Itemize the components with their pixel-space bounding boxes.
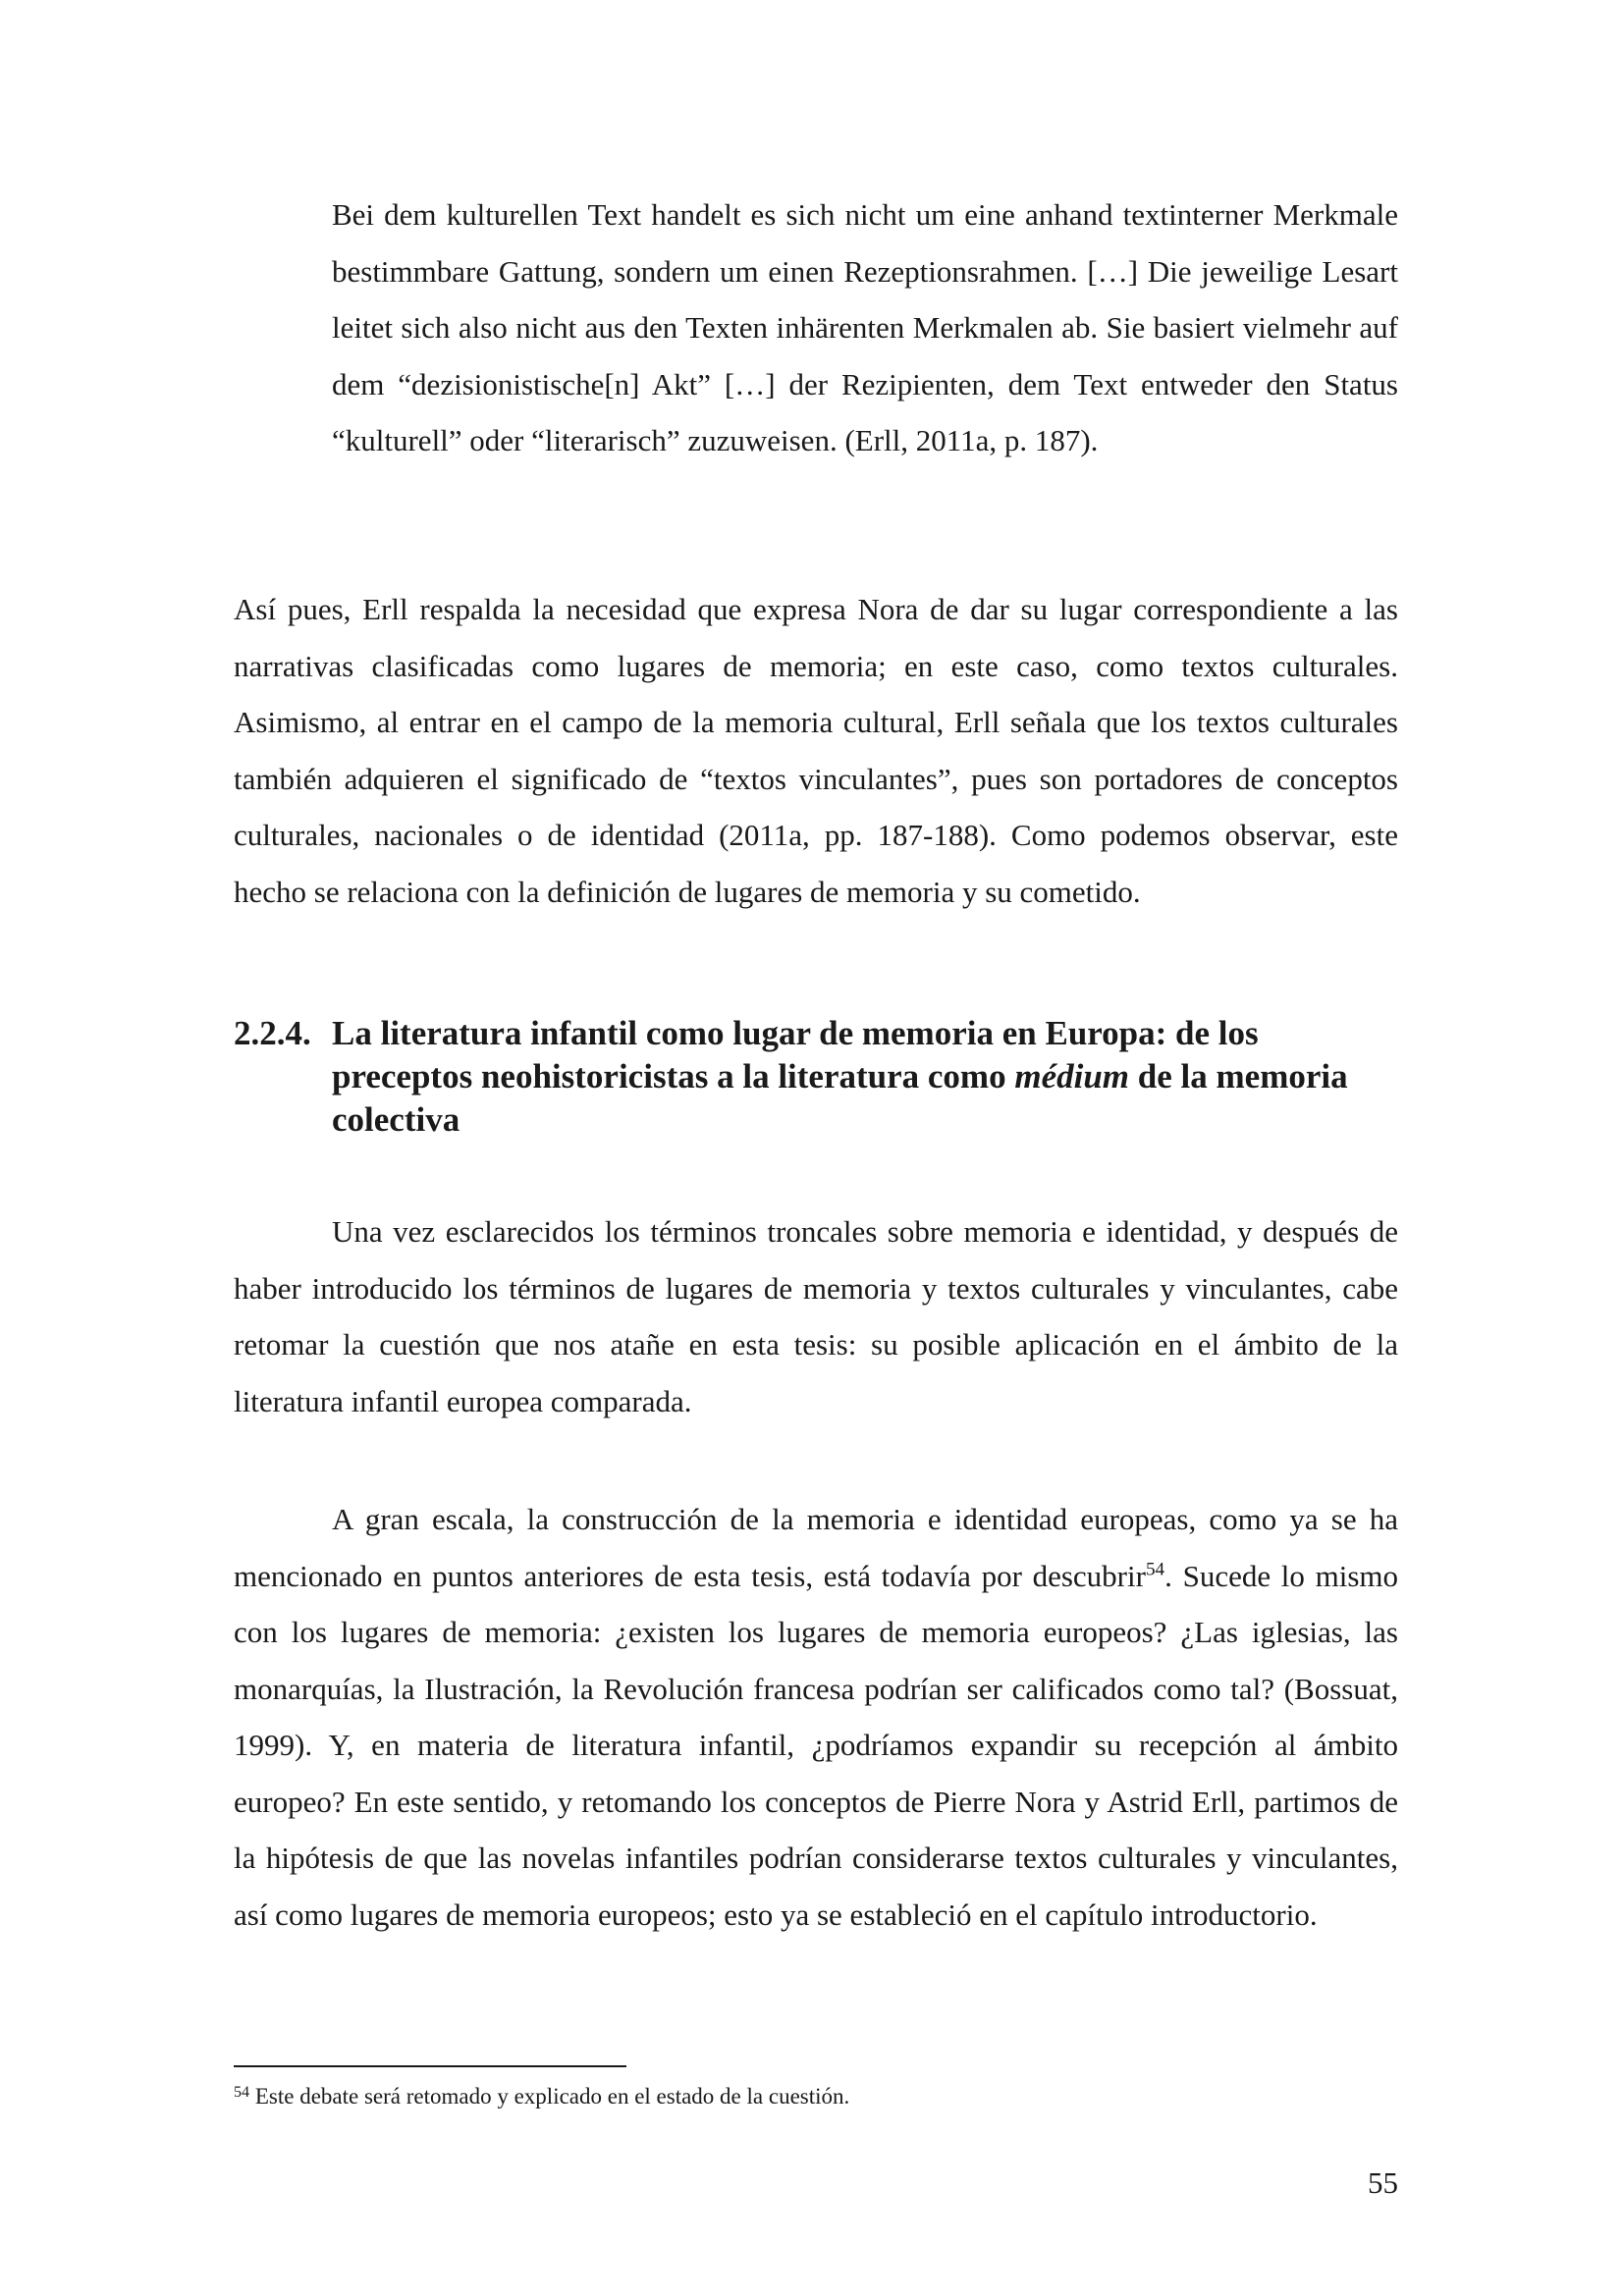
paragraph-3-text-a: A gran escala, la construcción de la memoria e identidad europeas, como ya se ha mencionado en puntos anteriores de esta tesis, está todavía por descubrir bbox=[234, 1502, 1398, 1593]
footnote-marker: 54 bbox=[234, 2083, 250, 2101]
section-title-italic: médium bbox=[1014, 1057, 1130, 1095]
paragraph-1-text: Así pues, Erll respalda la necesidad que expresa Nora de dar su lugar correspondiente a las narrativas clasificadas como lugares de memoria; en este caso, como textos culturales. Asimismo, al entrar en el campo de la memoria cultural, Erll señala que los textos culturales también adquieren el significado de “textos vinculantes”, pues son portadores de conceptos culturales, nacionales o de identidad (2011a, pp. 187-188). Como podemos observar, este hecho se relaciona con la definición de lugares de memoria y su cometido. bbox=[234, 592, 1398, 909]
block-quote bbox=[332, 187, 1398, 469]
section-title bbox=[234, 1012, 1398, 1142]
paragraph-3 bbox=[234, 1491, 1398, 1943]
paragraph-1 bbox=[234, 581, 1398, 920]
section-title-part-1: La literatura infantil como lugar de memoria en Europa: de los preceptos neohistoricistas a la literatura como bbox=[332, 1014, 1259, 1095]
page-number: 55 bbox=[1368, 2165, 1398, 2200]
paragraph-2-text: Una vez esclarecidos los términos troncales sobre memoria e identidad, y después de haber introducido los términos de lugares de memoria y textos culturales y vinculantes, cabe retomar la cuestión que nos atañe en esta tesis: su posible aplicación en el ámbito de la literatura infantil europea comparada. bbox=[234, 1214, 1398, 1418]
section-number: 2.2.4. bbox=[234, 1014, 311, 1052]
paragraph-3-text-b: . Sucede lo mismo con los lugares de memoria: ¿existen los lugares de memoria europeos? ¿Las iglesias, las monarquías, la Ilustración, la Revolución francesa podrían ser calificados como tal? (Bossuat, 1999). Y, en materia de literatura infantil, ¿podríamos expandir su recepción al ámbito europeo? En este sentido, y retomando los conceptos de Pierre Nora y Astrid Erll, partimos de la hipótesis de que las novelas infantiles podrían considerarse textos culturales y vinculantes, así como lugares de memoria europeos; esto ya se estableció en el capítulo introductorio. bbox=[234, 1558, 1398, 1932]
section-title-part-2: de la memoria colectiva bbox=[332, 1057, 1348, 1139]
footnote-separator bbox=[234, 2065, 626, 2067]
footnote-reference[interactable]: 54 bbox=[1145, 1559, 1165, 1580]
paragraph-2 bbox=[234, 1203, 1398, 1429]
section-heading bbox=[234, 1012, 1398, 1142]
footnote-text: Este debate será retomado y explicado en el estado de la cuestión. bbox=[249, 2084, 850, 2109]
footnote bbox=[234, 2081, 1398, 2112]
quote-text: Bei dem kulturellen Text handelt es sich nicht um eine anhand textinterner Merkmale bestimmbare Gattung, sondern um einen Rezeptionsrahmen. […] Die jeweilige Lesart leitet sich also nicht aus den Texten inhärenten Merkmalen ab. Sie basiert vielmehr auf dem “dezisionistische[n] Akt” […] der Rezipienten, dem Text entweder den Status “kulturell” oder “literarisch” zuzuweisen. (Erll, 2011a, p. 187). bbox=[332, 197, 1398, 457]
